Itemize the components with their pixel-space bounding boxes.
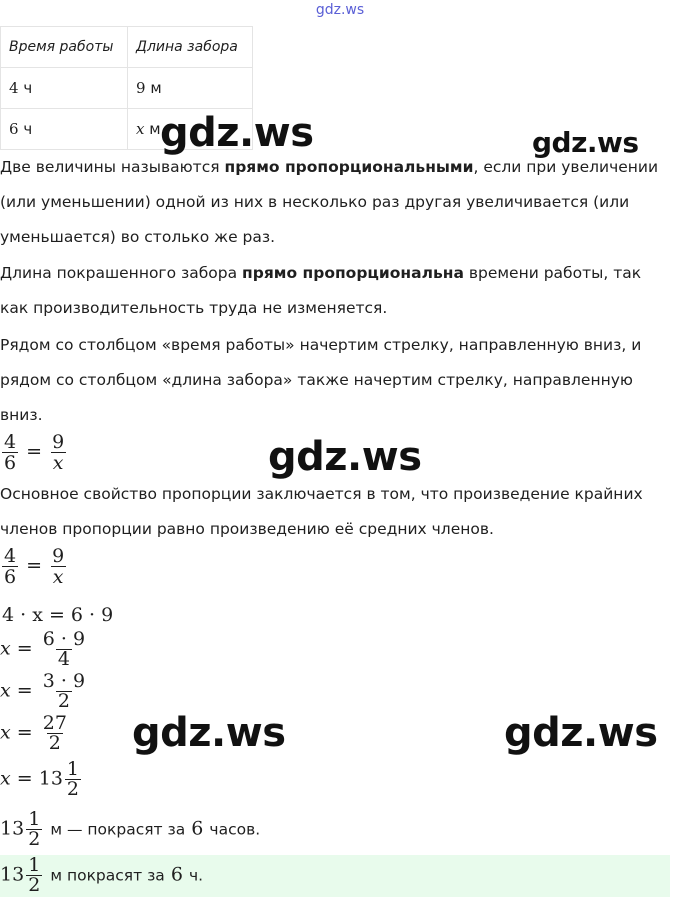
paragraph-property bbox=[0, 477, 680, 547]
fraction: $\frac{3 \cdot 9}{2}$ bbox=[42, 670, 86, 712]
text: уменьшается) во столько же раз. bbox=[0, 228, 276, 246]
text: времени работы, так bbox=[463, 264, 642, 282]
fraction: $\frac{27}{2}$ bbox=[42, 712, 67, 754]
fraction: $\frac{9}{x}$ bbox=[52, 545, 65, 588]
cell-unit: м bbox=[150, 79, 162, 97]
fraction: $\frac{1}{2}$ bbox=[66, 758, 80, 800]
fraction: $\frac{6 \cdot 9}{4}$ bbox=[42, 628, 86, 670]
bold-term: прямо пропорциональна bbox=[242, 264, 464, 282]
proportion-2 bbox=[0, 546, 68, 587]
table-cell bbox=[1, 109, 128, 150]
fraction: $\frac{1}{2}$ bbox=[28, 808, 41, 850]
watermark-top: gdz.ws bbox=[315, 2, 365, 18]
cell-unit: ч bbox=[23, 120, 33, 138]
column-header-length: Длина забора bbox=[128, 27, 253, 68]
answer-line: 13 $\frac{1}{2}$ м покрасят за 6 ч. bbox=[0, 854, 204, 896]
cell-value: x bbox=[136, 120, 145, 138]
text: рядом со столбцом «длина забора» также начертим стрелку, направленную bbox=[0, 371, 633, 389]
table-header-row bbox=[1, 27, 253, 68]
proportion-1 bbox=[0, 432, 68, 473]
text: членов пропорции равно произведению её средних членов. bbox=[0, 520, 494, 538]
equation-step-1: x = $\frac{6 \cdot 9}{4}$ bbox=[0, 628, 86, 670]
equation-result: x = 13 $\frac{1}{2}$ bbox=[0, 758, 80, 800]
fraction: $\frac{4}{6}$ bbox=[4, 545, 17, 588]
text: Основное свойство пропорции заключается в том, что произведение крайних bbox=[0, 485, 643, 503]
column-header-time: Время работы bbox=[1, 27, 128, 68]
text: Рядом со столбцом «время работы» начертим стрелку, направленную вниз, и bbox=[0, 336, 642, 354]
text: м покрасят за bbox=[50, 866, 165, 885]
equation-text: 4 · x = 6 · 9 bbox=[2, 604, 114, 626]
equals-sign: = bbox=[26, 440, 43, 463]
text: как производительность труда не изменяется. bbox=[0, 299, 388, 317]
cell-unit: м bbox=[149, 120, 161, 138]
text: Длина покрашенного забора bbox=[0, 264, 243, 282]
table-row bbox=[1, 68, 253, 109]
watermark: gdz.ws bbox=[268, 434, 422, 480]
paragraph-definition bbox=[0, 150, 680, 255]
text: часов. bbox=[209, 820, 261, 839]
cell-value: 6 bbox=[9, 120, 19, 138]
equation-product bbox=[2, 604, 113, 626]
watermark: gdz.ws bbox=[532, 126, 639, 159]
text: , если при увеличении bbox=[473, 158, 659, 176]
text: (или уменьшении) одной из них в несколько раз другая увеличивается (или bbox=[0, 193, 630, 211]
paragraph-arrows bbox=[0, 328, 680, 433]
fraction: $\frac{4}{6}$ bbox=[4, 431, 17, 474]
table-cell bbox=[128, 68, 253, 109]
bold-term: прямо пропорциональными bbox=[224, 158, 474, 176]
text: ч. bbox=[189, 866, 204, 885]
paragraph-proportionality bbox=[0, 256, 680, 326]
watermark: gdz.ws bbox=[132, 710, 286, 756]
watermark: gdz.ws bbox=[160, 110, 314, 156]
cell-value: 9 bbox=[136, 79, 146, 97]
fraction: $\frac{9}{x}$ bbox=[52, 431, 65, 474]
cell-value: 4 bbox=[9, 79, 19, 97]
watermark: gdz.ws bbox=[504, 710, 658, 756]
table-cell bbox=[1, 68, 128, 109]
equation-step-2: x = $\frac{3 \cdot 9}{2}$ bbox=[0, 670, 86, 712]
conclusion-line: 13 $\frac{1}{2}$ м — покрасят за 6 часов. bbox=[0, 808, 261, 850]
text: вниз. bbox=[0, 406, 43, 424]
fraction: $\frac{1}{2}$ bbox=[28, 854, 41, 896]
equation-step-3: x = $\frac{27}{2}$ bbox=[0, 712, 67, 754]
text: Две величины называются bbox=[0, 158, 225, 176]
equals-sign: = bbox=[26, 554, 43, 577]
text: м — покрасят за bbox=[50, 820, 186, 839]
cell-unit: ч bbox=[23, 79, 33, 97]
